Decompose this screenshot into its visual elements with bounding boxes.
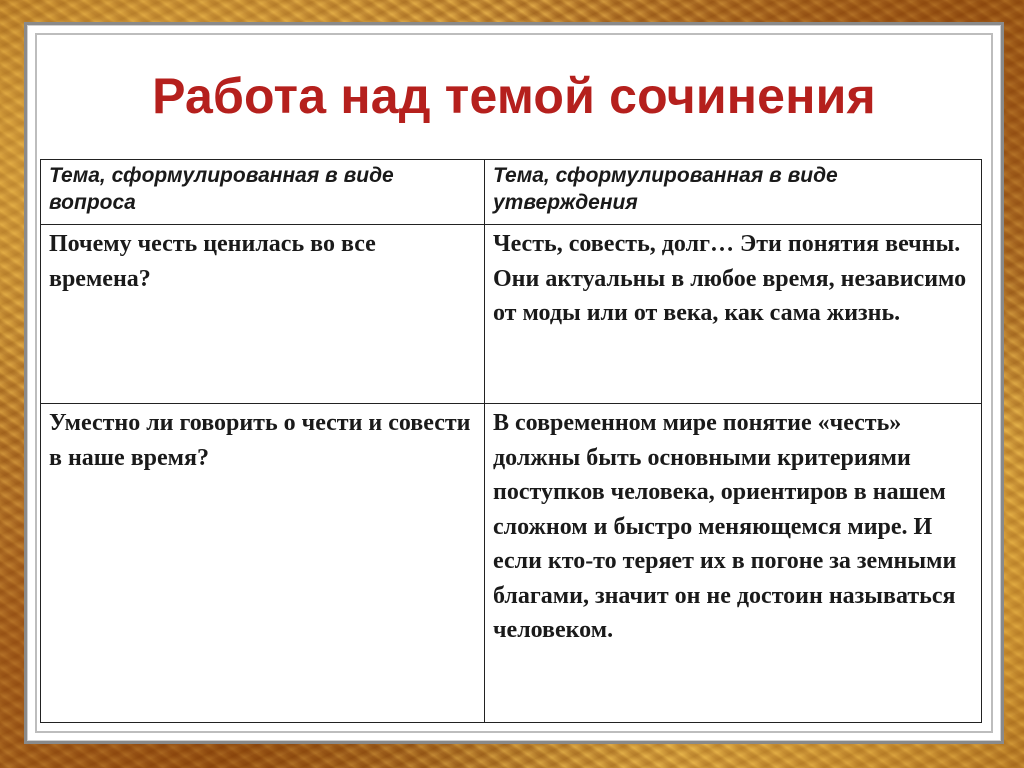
slide — [24, 22, 1004, 744]
slide-title: Работа над темой сочинения — [152, 68, 876, 124]
statement-cell: В современном мире понятие «честь» должны быть основными критериями поступков человека, ориентиров в нашем сложном и быстро меняющемся мире. И если кто-то теряет их в погоне за земными благами, значит он не достоин называться человеком. — [485, 404, 982, 723]
question-cell: Уместно ли говорить о чести и совести в наше время? — [41, 404, 485, 723]
table-row — [41, 404, 982, 723]
header-question-form: Тема, сформулированная в виде вопроса — [41, 160, 485, 225]
statement-cell: Честь, совесть, долг… Эти понятия вечны. Они актуальны в любое время, независимо от моды или от века, как сама жизнь. — [485, 225, 982, 404]
question-cell: Почему честь ценилась во все времена? — [41, 225, 485, 404]
topic-table — [40, 159, 982, 723]
header-statement-form: Тема, сформулированная в виде утверждения — [485, 160, 982, 225]
table-header-row — [41, 160, 982, 225]
table-row — [41, 225, 982, 404]
